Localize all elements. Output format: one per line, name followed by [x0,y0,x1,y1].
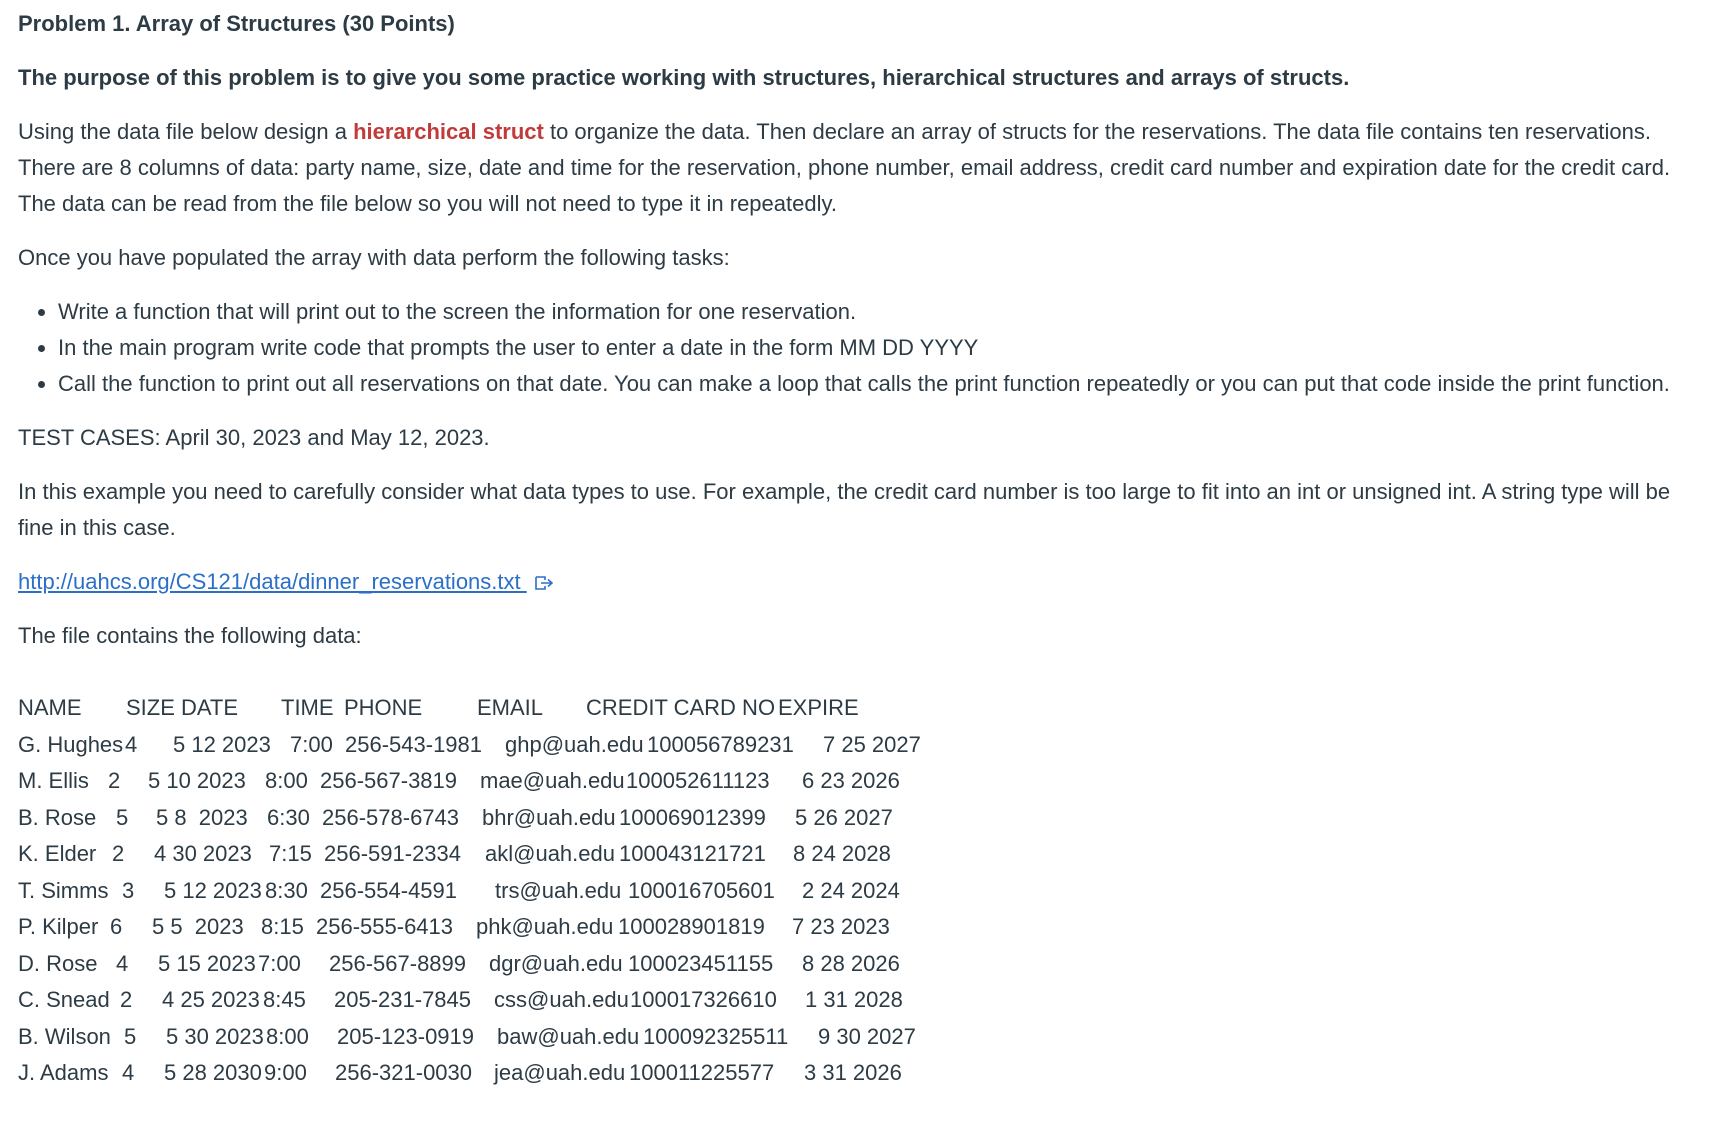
cell-credit-card: 100011225577 [629,1060,775,1085]
cell-credit-card: 100017326610 [630,987,777,1012]
table-row [18,727,1708,764]
cell-phone: 256-591-2334 [324,841,462,866]
cell-time: 8:15 [261,914,304,939]
cell-expire: 8 24 2028 [793,841,891,866]
table-row [18,946,1708,983]
cell-credit-card: 100092325511 [643,1023,789,1049]
cell-phone: 256-555-6413 [316,914,454,939]
cell-time: 8:00 [266,1023,309,1049]
cell-size: 4 [125,731,138,757]
header-credit-card: CREDIT CARD NO [586,695,776,720]
external-link-icon[interactable] [533,574,555,592]
cell-expire: 3 31 2026 [804,1060,902,1085]
reservations-data [18,690,1708,1092]
header-size: SIZE [126,695,175,720]
task-item: • In the main program write code that prompts the user to enter a date in the form MM DD YYYY [58,330,1708,366]
header-time: TIME [281,695,334,720]
cell-name: M. Ellis [18,768,89,793]
cell-email: jea@uah.edu [494,1060,626,1085]
problem-title: Problem 1. Array of Structures (30 Points) [18,11,455,36]
tasks-intro: Once you have populated the array with data perform the following tasks: [18,245,730,270]
cell-phone: 256-554-4591 [320,877,458,903]
cell-date: 4 30 2023 [154,841,252,866]
table-row [18,763,1708,800]
cell-size: 2 [108,768,121,793]
cell-time: 7:00 [290,731,333,757]
cell-expire: 6 23 2026 [802,768,900,793]
cell-size: 3 [122,877,135,903]
cell-name: D. Rose [18,950,98,976]
cell-name: J. Adams [18,1060,109,1085]
cell-email: akl@uah.edu [485,841,615,866]
cell-credit-card: 100052611123 [626,768,770,793]
cell-size: 4 [122,1060,135,1085]
cell-size: 5 [116,804,129,830]
cell-email: baw@uah.edu [497,1023,640,1049]
data-types-note: In this example you need to carefully consider what data types to use. For example, the credit card number is too large to fit into an int or unsigned int. A string type will be fine in this case. [18,479,1671,540]
header-expire: EXPIRE [778,695,859,720]
table-row [18,873,1708,910]
cell-email: mae@uah.edu [480,768,625,793]
table-row [18,982,1708,1019]
table-row [18,1055,1708,1092]
cell-expire: 5 26 2027 [795,804,893,830]
cell-size: 6 [110,914,123,939]
file-intro: The file contains the following data: [18,623,362,648]
cell-time: 7:15 [269,841,312,866]
cell-expire: 7 23 2023 [792,914,890,939]
cell-credit-card: 100056789231 [647,731,794,757]
cell-credit-card: 100016705601 [628,877,775,903]
cell-date: 4 25 2023 [162,987,260,1012]
hierarchical-struct-highlight: hierarchical struct [353,119,544,144]
cell-email: dgr@uah.edu [489,950,623,976]
header-name: NAME [18,695,82,720]
test-cases: TEST CASES: April 30, 2023 and May 12, 2023. [18,425,490,450]
cell-email: phk@uah.edu [476,914,614,939]
cell-email: css@uah.edu [494,987,629,1012]
table-row [18,909,1708,946]
cell-expire: 2 24 2024 [802,877,900,903]
cell-credit-card: 100028901819 [618,914,765,939]
cell-name: K. Elder [18,841,97,866]
task-list [18,294,1708,402]
cell-expire: 7 25 2027 [823,731,921,757]
cell-size: 5 [124,1023,137,1049]
cell-date: 5 15 2023 [158,950,256,976]
cell-time: 7:00 [258,950,301,976]
cell-time: 8:00 [265,768,308,793]
cell-phone: 205-231-7845 [334,987,472,1012]
cell-email: ghp@uah.edu [505,731,644,757]
cell-size: 2 [112,841,125,866]
cell-time: 6:30 [267,804,310,830]
cell-phone: 256-567-3819 [320,768,458,793]
cell-name: C. Snead [18,987,110,1012]
cell-name: B. Wilson [18,1023,111,1049]
header-date: DATE [181,695,239,720]
intro-text-before: Using the data file below design a [18,119,354,144]
cell-credit-card: 100069012399 [619,804,766,830]
cell-date: 5 12 2023 [173,731,271,757]
cell-date: 5 28 2030 [164,1060,262,1085]
cell-phone: 256-543-1981 [345,731,483,757]
data-file-link[interactable]: http://uahcs.org/CS121/data/dinner_reservations.txt [18,569,527,594]
table-row [18,1019,1708,1056]
cell-name: B. Rose [18,804,97,830]
table-body [18,727,1708,1092]
cell-credit-card: 100023451155 [628,950,774,976]
cell-name: P. Kilper [18,914,99,939]
cell-time: 8:30 [265,877,308,903]
cell-time: 8:45 [263,987,306,1012]
cell-expire: 8 28 2026 [802,950,900,976]
header-phone: PHONE [344,695,423,720]
cell-size: 2 [120,987,133,1012]
intro-paragraph [18,114,1708,222]
cell-date: 5 12 2023 [164,877,262,903]
purpose-statement: The purpose of this problem is to give you some practice working with structures, hierarchical structures and arrays of structs. [18,65,1350,90]
cell-phone: 256-321-0030 [335,1060,473,1085]
cell-date: 5 30 2023 [166,1023,264,1049]
cell-time: 9:00 [264,1060,307,1085]
cell-date: 5 10 2023 [148,768,246,793]
table-row [18,836,1708,873]
cell-size: 4 [116,950,129,976]
table-header-row [18,690,1708,727]
cell-name: T. Simms [18,877,109,903]
cell-date: 5 8 2023 [156,804,248,830]
cell-date: 5 5 2023 [152,914,244,939]
task-item: • Write a function that will print out to the screen the information for one reservation. [58,294,1708,330]
cell-phone: 256-567-8899 [329,950,467,976]
header-email: EMAIL [477,695,544,720]
cell-phone: 256-578-6743 [322,804,460,830]
data-file-link-row [18,564,1708,600]
cell-expire: 9 30 2027 [818,1023,916,1049]
intro-text-after: to organize the data. Then declare an array of structs for the reservations. The data file contains ten reservations. There are 8 columns of data: party name, size, date and time for the reservation, phone number, email address, credit card number and expiration date for the credit card. The data can be read from the file below so you will not need to type it in repeatedly. [18,119,1671,216]
cell-name: G. Hughes [18,731,124,757]
table-row [18,800,1708,837]
cell-credit-card: 100043121721 [619,841,766,866]
cell-email: bhr@uah.edu [482,804,616,830]
task-item: • Call the function to print out all reservations on that date. You can make a loop that calls the print function repeatedly or you can put that code inside the print function. [58,366,1708,402]
cell-phone: 205-123-0919 [337,1023,475,1049]
cell-expire: 1 31 2028 [805,987,903,1012]
cell-email: trs@uah.edu [495,877,622,903]
